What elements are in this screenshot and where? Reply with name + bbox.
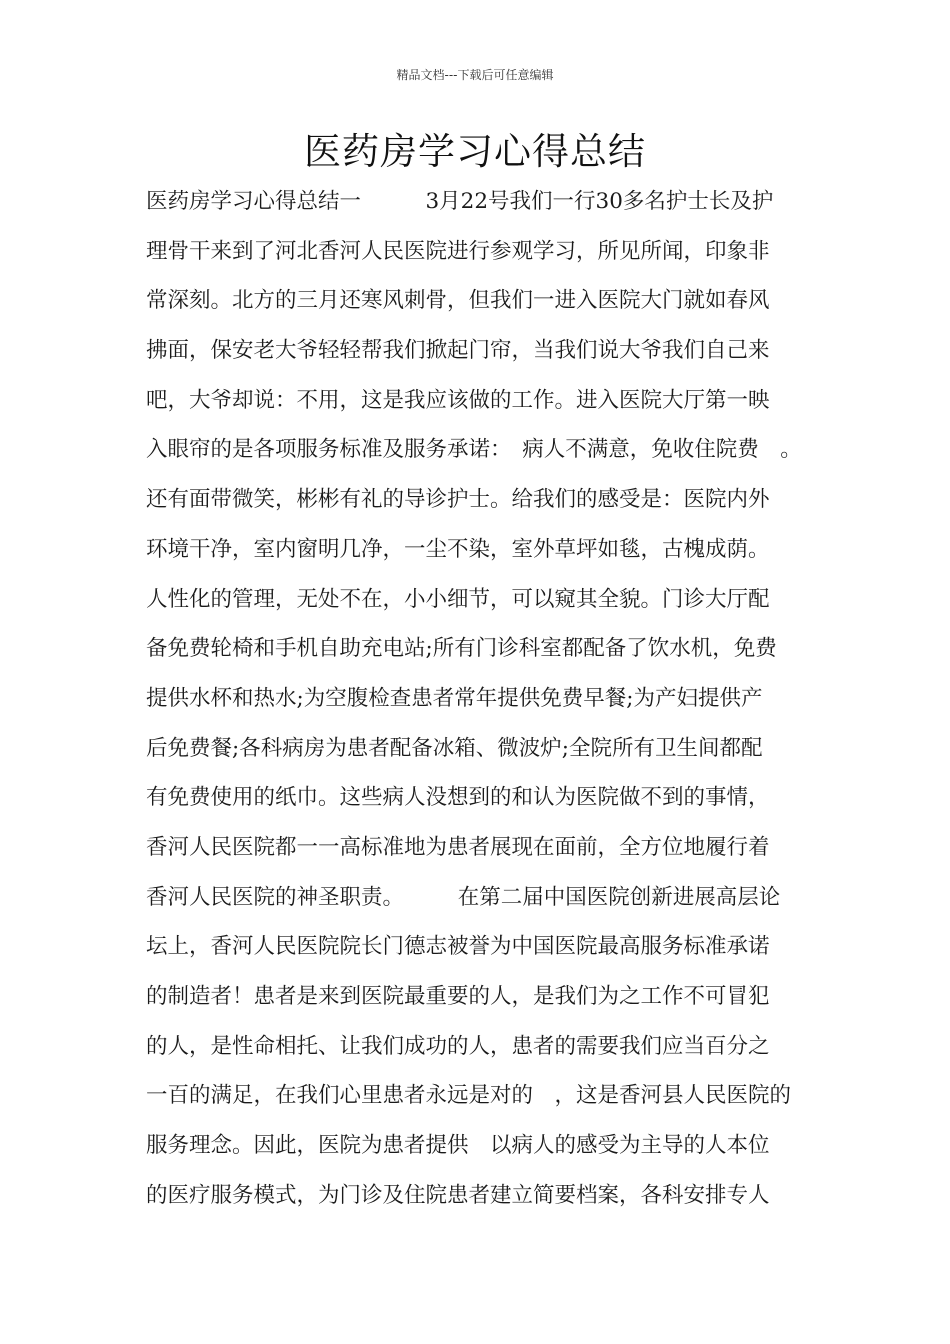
- body-line: 香河人民医院的神圣职责。 在第二届中国医院创新进展高层论: [146, 884, 781, 910]
- body-line: 服务理念。因此，医院为患者提供 以病人的感受为主导的人本位: [146, 1133, 770, 1159]
- body-line: 一百的满足，在我们心里患者永远是对的 ，这是香河县人民医院的: [146, 1083, 792, 1109]
- body-line: 医药房学习心得总结一 3月22号我们一行30多名护士长及护: [146, 189, 774, 214]
- page-header-note: 精品文档---下载后可任意编辑: [396, 68, 554, 82]
- body-line: 环境干净，室内窗明几净，一尘不染，室外草坪如毯，古槐成荫。: [146, 536, 770, 562]
- document-title: 医药房学习心得总结: [304, 130, 646, 173]
- body-line: 入眼帘的是各项服务标准及服务承诺： 病人不满意，免收住院费 。: [146, 437, 802, 463]
- body-line: 的医疗服务模式，为门诊及住院患者建立简要档案，各科安排专人: [146, 1182, 770, 1208]
- body-line: 的制造者！患者是来到医院最重要的人，是我们为之工作不可冒犯: [146, 984, 770, 1009]
- body-line: 还有面带微笑，彬彬有礼的导诊护士。给我们的感受是：医院内外: [146, 487, 770, 513]
- document-body: [146, 177, 816, 1220]
- body-line: 坛上，香河人民医院院长门德志被誉为中国医院最高服务标准承诺: [146, 934, 770, 960]
- body-line: 人性化的管理，无处不在，小小细节，可以窥其全貌。门诊大厅配: [146, 586, 770, 612]
- body-line: 理骨干来到了河北香河人民医院进行参观学习，所见所闻，印象非: [146, 238, 770, 264]
- body-line: 拂面，保安老大爷轻轻帮我们掀起门帘，当我们说大爷我们自己来: [146, 338, 770, 364]
- body-line: 香河人民医院都一一高标准地为患者展现在面前，全方位地履行着: [146, 834, 770, 860]
- body-line: 备免费轮椅和手机自助充电站;所有门诊科室都配备了饮水机，免费: [146, 636, 777, 662]
- body-line: 提供水杯和热水;为空腹检查患者常年提供免费早餐;为产妇提供产: [146, 685, 763, 711]
- body-line: 的人，是性命相托、让我们成功的人，患者的需要我们应当百分之: [146, 1033, 770, 1059]
- body-line: 常深刻。北方的三月还寒风刺骨，但我们一进入医院大门就如春风: [146, 288, 770, 314]
- body-line: 吧，大爷却说：不用，这是我应该做的工作。进入医院大厅第一映: [146, 387, 770, 413]
- body-line: 有免费使用的纸巾。这些病人没想到的和认为医院做不到的事情，: [146, 785, 770, 811]
- body-line: 后免费餐;各科病房为患者配备冰箱、微波炉;全院所有卫生间都配: [146, 735, 763, 761]
